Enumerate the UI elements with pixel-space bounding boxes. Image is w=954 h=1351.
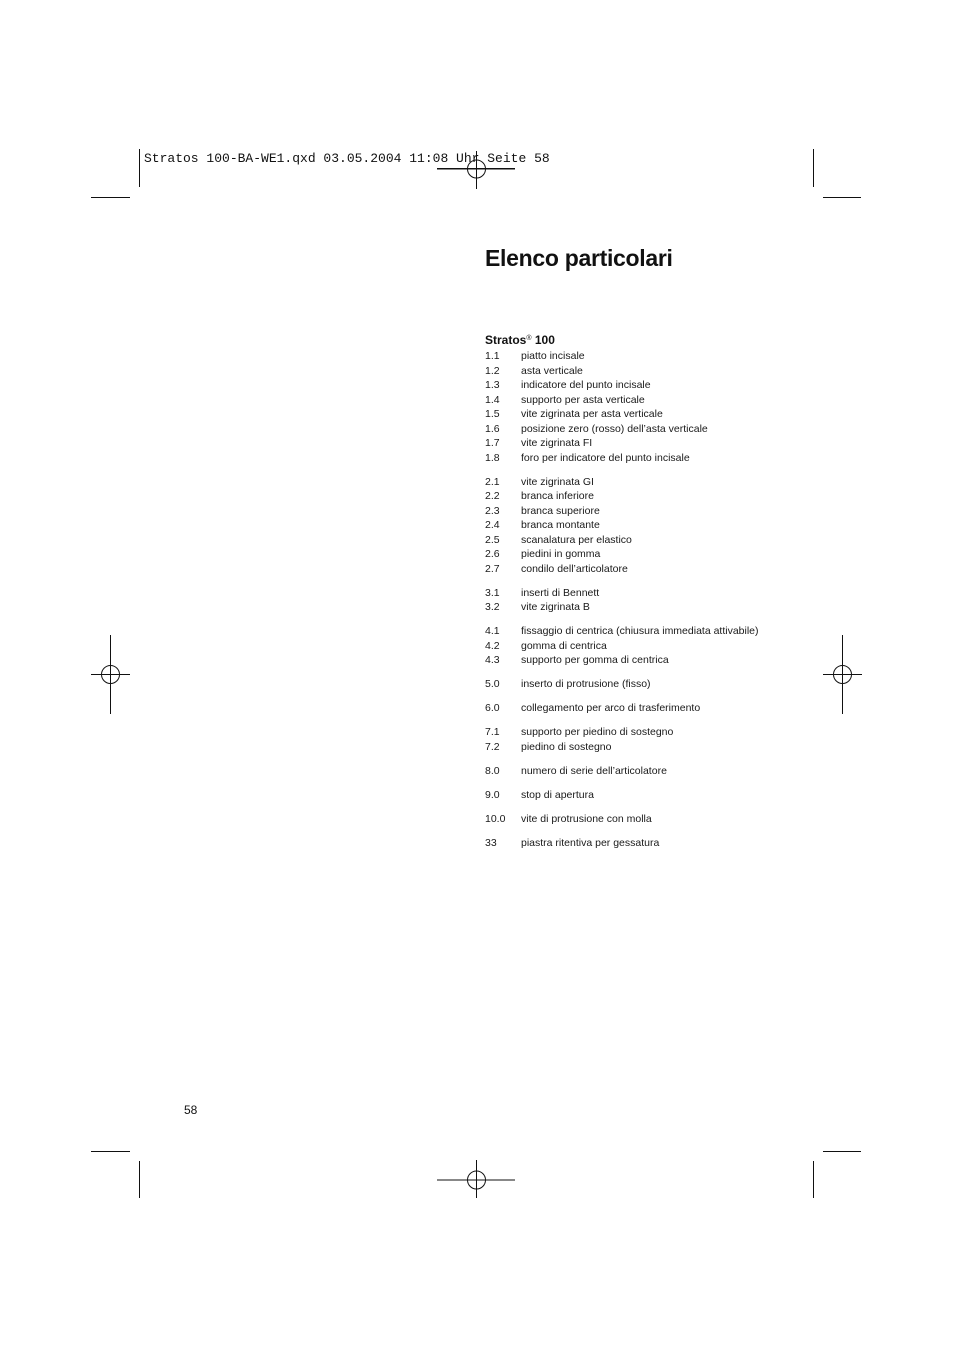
part-number: 8.0 [485,764,500,777]
crop-mark-bottom-right-vertical [813,1161,814,1198]
part-number: 2.2 [485,490,500,502]
parts-group [485,677,785,692]
product-name: Stratos [485,333,527,347]
part-description: foro per indicatore del punto incisale [521,451,690,464]
part-number: 1.5 [485,408,500,420]
page-title: Elenco particolari [485,245,673,271]
parts-group [485,764,785,779]
parts-list-item [485,562,785,577]
parts-list-item [485,475,785,490]
parts-list-item [485,653,785,668]
crop-mark-bottom-left-vertical [139,1161,140,1198]
part-number: 7.1 [485,726,500,738]
part-number: 1.3 [485,379,500,391]
crop-mark-bottom-right-horizontal [823,1151,861,1152]
part-description: posizione zero (rosso) dell’asta verticale [521,422,708,435]
parts-list-item [485,533,785,548]
part-description: piedino di sostegno [521,740,612,753]
part-description: stop di apertura [521,788,594,801]
part-number: 6.0 [485,702,500,714]
parts-group [485,812,785,827]
parts-list-item [485,378,785,393]
part-description: fissaggio di centrica (chiusura immediata attivabile) [521,625,759,637]
crop-mark-top-left-horizontal [91,197,130,198]
parts-group [485,788,785,803]
part-number: 10.0 [485,812,506,825]
part-number: 1.2 [485,364,500,377]
parts-group [485,725,785,754]
part-description: branca montante [521,519,600,531]
print-slug: Stratos 100-BA-WE1.qxd 03.05.2004 11:08 Uhr Seite 58 [144,151,550,166]
parts-group [485,624,785,668]
part-description: inserto di protrusione (fisso) [521,678,651,690]
part-number: 2.5 [485,533,500,546]
parts-list-item [485,725,785,740]
parts-list-item [485,364,785,379]
part-description: vite di protrusione con molla [521,812,652,825]
parts-list-item [485,677,785,692]
part-number: 1.6 [485,422,500,435]
part-description: branca superiore [521,504,600,517]
crop-mark-top-left-vertical [139,149,140,187]
parts-list-item [485,812,785,827]
registration-mark-left-icon [90,635,132,715]
part-description: piastra ritentiva per gessatura [521,836,660,849]
part-description: vite zigrinata FI [521,437,593,449]
part-number: 33 [485,836,497,849]
parts-group [485,349,785,465]
part-description: condilo dell’articolatore [521,562,628,575]
part-description: branca inferiore [521,490,594,502]
registered-mark: ® [526,335,532,342]
parts-list-item [485,436,785,451]
crop-mark-bottom-left-horizontal [91,1151,130,1152]
part-number: 3.2 [485,601,500,613]
parts-list-item [485,504,785,519]
part-number: 2.4 [485,519,500,531]
parts-list-item [485,624,785,639]
part-description: piatto incisale [521,350,585,362]
part-number: 1.1 [485,350,500,362]
product-model: 100 [531,333,555,347]
part-number: 7.2 [485,740,500,753]
parts-group [485,701,785,716]
part-number: 1.7 [485,437,500,449]
crop-mark-top-right-horizontal [823,197,861,198]
parts-list-item [485,788,785,803]
part-number: 4.1 [485,625,500,637]
parts-list-item [485,586,785,601]
part-number: 4.3 [485,654,500,666]
part-description: gomma di centrica [521,639,607,652]
part-description: supporto per asta verticale [521,393,645,406]
part-description: piedini in gomma [521,548,601,560]
parts-list-item [485,764,785,779]
part-description: supporto per gomma di centrica [521,654,669,666]
part-number: 2.3 [485,504,500,517]
parts-group [485,586,785,615]
registration-mark-right-icon [822,635,864,715]
page-number: 58 [184,1103,198,1117]
parts-group [485,836,785,851]
part-description: vite zigrinata per asta verticale [521,408,663,420]
part-description: vite zigrinata GI [521,475,594,488]
parts-list-item [485,422,785,437]
part-number: 2.1 [485,475,500,488]
part-number: 2.7 [485,562,500,575]
parts-group [485,475,785,577]
parts-list-item [485,836,785,851]
parts-list-item [485,740,785,755]
registration-mark-bottom-icon [437,1160,517,1200]
parts-list-item [485,547,785,562]
parts-list-item [485,639,785,654]
part-description: vite zigrinata B [521,601,590,613]
part-number: 1.4 [485,393,500,406]
part-number: 3.1 [485,586,500,599]
parts-list [485,349,785,860]
parts-list-item [485,451,785,466]
part-description: indicatore del punto incisale [521,379,651,391]
part-description: collegamento per arco di trasferimento [521,702,701,714]
parts-list-item [485,600,785,615]
part-number: 4.2 [485,639,500,652]
parts-list-item [485,393,785,408]
part-number: 9.0 [485,788,500,801]
part-number: 1.8 [485,451,500,464]
part-description: supporto per piedino di sostegno [521,726,674,738]
part-description: asta verticale [521,364,583,377]
registration-mark-top-icon [437,149,517,189]
crop-mark-top-right-vertical [813,149,814,187]
parts-list-item [485,407,785,422]
part-description: numero di serie dell’articolatore [521,764,667,777]
part-number: 5.0 [485,678,500,690]
parts-list-item [485,518,785,533]
part-description: inserti di Bennett [521,586,600,599]
part-number: 2.6 [485,548,500,560]
parts-list-item [485,349,785,364]
parts-list-item [485,701,785,716]
part-description: scanalatura per elastico [521,533,632,546]
product-heading [485,333,555,347]
parts-list-item [485,489,785,504]
